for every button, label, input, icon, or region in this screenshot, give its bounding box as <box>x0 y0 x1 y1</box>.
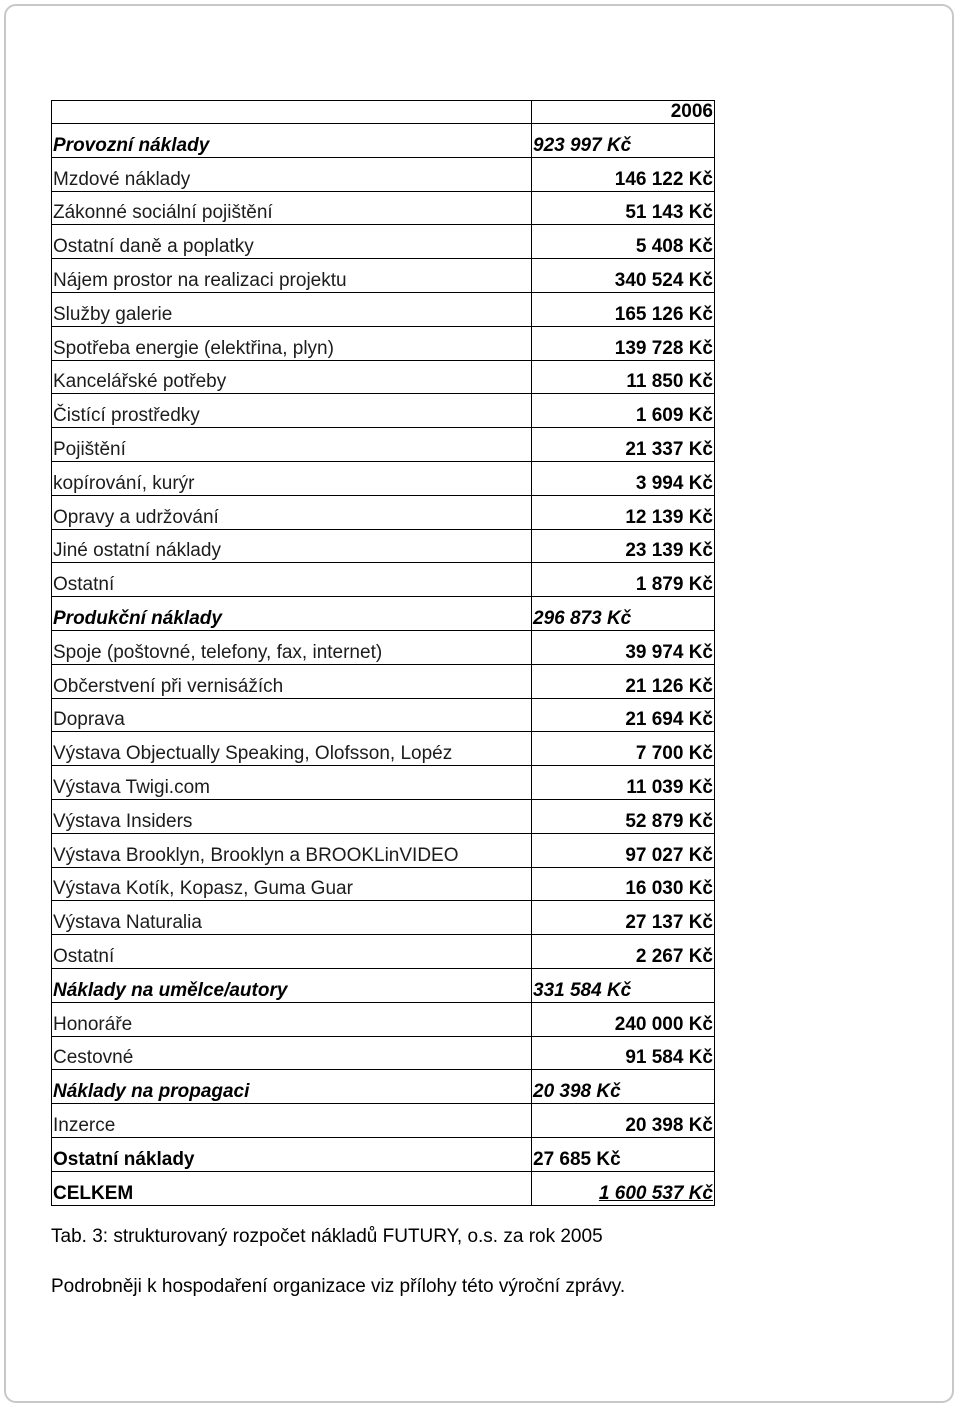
row-label: Výstava Twigi.com <box>52 766 532 800</box>
row-label: Výstava Naturalia <box>52 901 532 935</box>
row-label: Cestovné <box>52 1036 532 1070</box>
table-row <box>52 664 715 698</box>
table-row <box>52 766 715 800</box>
report-note: Podrobněji k hospodaření organizace viz přílohy této výroční zprávy. <box>51 1276 626 1297</box>
table-row <box>52 698 715 732</box>
row-value: 39 974 Kč <box>532 630 715 664</box>
row-value: 21 694 Kč <box>532 698 715 732</box>
table-row <box>52 124 715 158</box>
row-value: 20 398 Kč <box>532 1104 715 1138</box>
table-row <box>52 191 715 225</box>
table-row <box>52 1070 715 1104</box>
year-header: 2006 <box>532 101 715 124</box>
year-header-row <box>52 101 715 124</box>
row-label: Doprava <box>52 698 532 732</box>
row-label: Ostatní <box>52 563 532 597</box>
row-value: 21 337 Kč <box>532 428 715 462</box>
table-row <box>52 394 715 428</box>
table-row <box>52 968 715 1002</box>
row-value: 23 139 Kč <box>532 529 715 563</box>
row-label: Jiné ostatní náklady <box>52 529 532 563</box>
table-row <box>52 259 715 293</box>
row-value: 1 879 Kč <box>532 563 715 597</box>
row-value: 331 584 Kč <box>532 968 715 1002</box>
table-row <box>52 157 715 191</box>
row-value: 146 122 Kč <box>532 157 715 191</box>
table-row <box>52 1002 715 1036</box>
table-row <box>52 428 715 462</box>
table-row <box>52 563 715 597</box>
row-label: Inzerce <box>52 1104 532 1138</box>
row-value: 91 584 Kč <box>532 1036 715 1070</box>
table-row <box>52 799 715 833</box>
row-label: Ostatní <box>52 935 532 969</box>
row-value: 51 143 Kč <box>532 191 715 225</box>
row-label: Náklady na propagaci <box>52 1070 532 1104</box>
table-row <box>52 1104 715 1138</box>
row-label: Pojištění <box>52 428 532 462</box>
table-row <box>52 529 715 563</box>
row-label: Honoráře <box>52 1002 532 1036</box>
budget-table-body <box>52 101 715 1206</box>
table-row <box>52 935 715 969</box>
row-label: Produkční náklady <box>52 597 532 631</box>
row-label: Náklady na umělce/autory <box>52 968 532 1002</box>
row-value: 97 027 Kč <box>532 833 715 867</box>
row-label: Výstava Brooklyn, Brooklyn a BROOKLinVIDEO <box>52 833 532 867</box>
table-row <box>52 732 715 766</box>
row-label: Výstava Objectually Speaking, Olofsson, Lopéz <box>52 732 532 766</box>
table-row <box>52 1137 715 1171</box>
row-value: 7 700 Kč <box>532 732 715 766</box>
row-value: 5 408 Kč <box>532 225 715 259</box>
row-value: 21 126 Kč <box>532 664 715 698</box>
row-label: Nájem prostor na realizaci projektu <box>52 259 532 293</box>
row-label: Mzdové náklady <box>52 157 532 191</box>
row-label: Služby galerie <box>52 292 532 326</box>
table-row <box>52 597 715 631</box>
row-label: Výstava Kotík, Kopasz, Guma Guar <box>52 867 532 901</box>
table-row <box>52 326 715 360</box>
table-row <box>52 225 715 259</box>
row-label: Spoje (poštovné, telefony, fax, internet) <box>52 630 532 664</box>
row-label: Kancelářské potřeby <box>52 360 532 394</box>
row-label: kopírování, kurýr <box>52 461 532 495</box>
table-row <box>52 1036 715 1070</box>
row-label: Ostatní náklady <box>52 1137 532 1171</box>
row-value: 1 609 Kč <box>532 394 715 428</box>
table-row <box>52 901 715 935</box>
row-value: 1 600 537 Kč <box>532 1171 715 1205</box>
row-label: Výstava Insiders <box>52 799 532 833</box>
table-row <box>52 461 715 495</box>
row-value: 52 879 Kč <box>532 799 715 833</box>
table-row <box>52 630 715 664</box>
budget-table <box>51 100 715 1206</box>
table-row <box>52 360 715 394</box>
row-label: Zákonné sociální pojištění <box>52 191 532 225</box>
row-label: Ostatní daně a poplatky <box>52 225 532 259</box>
row-value: 340 524 Kč <box>532 259 715 293</box>
table-row <box>52 495 715 529</box>
row-value: 11 850 Kč <box>532 360 715 394</box>
row-label: Opravy a udržování <box>52 495 532 529</box>
row-value: 296 873 Kč <box>532 597 715 631</box>
table-row <box>52 1171 715 1205</box>
row-label: Občerstvení při vernisážích <box>52 664 532 698</box>
row-value: 2 267 Kč <box>532 935 715 969</box>
year-header-empty-cell <box>52 101 532 124</box>
table-row <box>52 833 715 867</box>
row-value: 240 000 Kč <box>532 1002 715 1036</box>
row-value: 16 030 Kč <box>532 867 715 901</box>
row-value: 20 398 Kč <box>532 1070 715 1104</box>
row-value: 923 997 Kč <box>532 124 715 158</box>
row-value: 3 994 Kč <box>532 461 715 495</box>
row-label: Spotřeba energie (elektřina, plyn) <box>52 326 532 360</box>
row-value: 11 039 Kč <box>532 766 715 800</box>
table-caption: Tab. 3: strukturovaný rozpočet nákladů FUTURY, o.s. za rok 2005 <box>51 1226 603 1247</box>
row-value: 139 728 Kč <box>532 326 715 360</box>
row-value: 27 685 Kč <box>532 1137 715 1171</box>
row-value: 27 137 Kč <box>532 901 715 935</box>
row-label: Provozní náklady <box>52 124 532 158</box>
table-row <box>52 867 715 901</box>
row-label: Čistící prostředky <box>52 394 532 428</box>
row-value: 165 126 Kč <box>532 292 715 326</box>
table-row <box>52 292 715 326</box>
row-label: CELKEM <box>52 1171 532 1205</box>
row-value: 12 139 Kč <box>532 495 715 529</box>
